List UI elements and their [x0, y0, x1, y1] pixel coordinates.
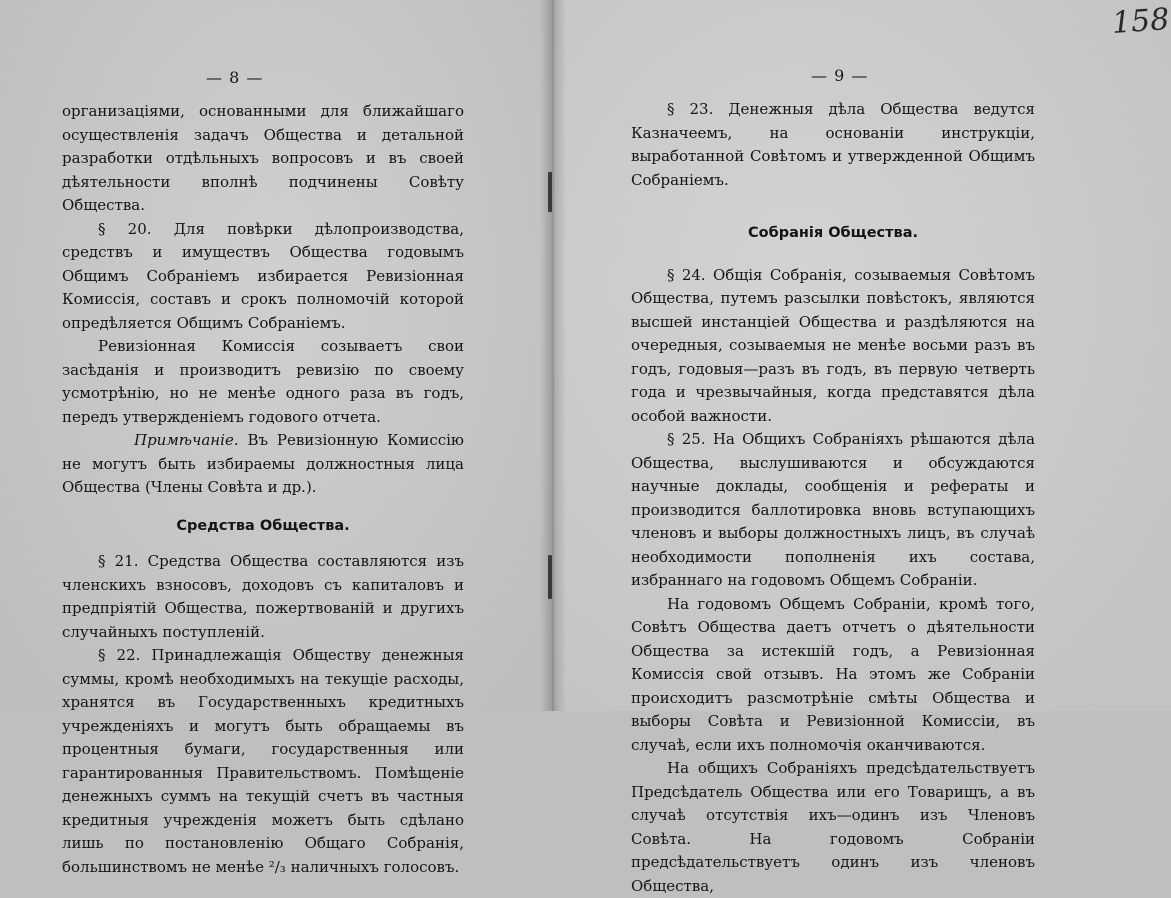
- right-page: [553, 0, 1171, 895]
- book-gutter: [540, 0, 566, 711]
- section-heading-funds: Средства Общества.: [176, 517, 350, 534]
- paragraph-23: § 23. Денежныя дѣла Общества ведутся Казначеемъ, на основаніи инструкціи, выработанной Совѣтомъ и утвержденной Общимъ Собраніемъ.: [631, 100, 1035, 189]
- paragraph-20: § 20. Для повѣрки дѣлопроизводства, средствъ и имуществъ Общества годовымъ Общимъ Собраніемъ избирается Ревизіонная Комиссія, составъ и срокъ полномочій которой опредѣляется Общимъ Собраніемъ.: [62, 219, 464, 332]
- binding-staple-bottom: [548, 555, 552, 599]
- paragraph-22: § 22. Принадлежащія Обществу денежныя суммы, кромѣ необходимыхъ на текущіе расходы, хранятся въ Государственныхъ кредитныхъ учрежденіяхъ и могутъ быть обращаемы въ процентныя бумаги, государственныя или гарантированныя Правительствомъ. Помѣщеніе денежныхъ суммъ на текущій счетъ въ частныя кредитныя учрежденія можетъ быть сдѣлано лишь по постановленію Общаго Собранія, большинствомъ не менѣе ²/₃ наличныхъ голосовъ.: [62, 646, 464, 876]
- binding-staple-top: [548, 172, 552, 212]
- paragraph-revision: Ревизіонная Комиссія созываетъ свои засѣданія и производитъ ревизію по своему усмотрѣнію, но не менѣе одного раза въ годъ, передъ утвержденіемъ годового отчета.: [62, 337, 464, 426]
- left-page: [0, 0, 553, 876]
- paragraph-chairing: На общихъ Собраніяхъ предсѣдательствуетъ Предсѣдатель Общества или его Товарищъ, а въ случаѣ отсутствія ихъ—одинъ изъ Членовъ Совѣта. На годовомъ Собраніи предсѣдательствуетъ одинъ изъ членовъ Общества,: [631, 759, 1035, 895]
- paragraph-annual-meeting: На годовомъ Общемъ Собраніи, кромѣ того, Совѣтъ Общества даетъ отчетъ о дѣятельности Общества за истекшій годъ, а Ревизіонная Комиссія свой отзывъ. На этомъ же Собраніи происходитъ разсмотрѣніе смѣты Общества и выборы Совѣта и Ревизіонной Комиссіи, въ случаѣ, если ихъ полномочія оканчиваются.: [631, 594, 1035, 754]
- right-page-text: [631, 98, 1035, 898]
- page-number-left: — 8 —: [206, 68, 264, 87]
- paragraph-24: § 24. Общія Собранія, созываемыя Совѣтомъ Общества, путемъ разсылки повѣстокъ, являются высшей инстанціей Общества и раздѣляются на очередныя, созываемыя не менѣе восьми разъ въ годъ, годовыя—разъ въ годъ, въ первую четверть года и чрезвычайныя, когда представятся дѣла особой важности.: [631, 265, 1035, 425]
- section-heading-meetings: Собранія Общества.: [747, 225, 919, 241]
- handwritten-page-number: 158: [1110, 2, 1171, 41]
- paragraph-21: § 21. Средства Общества составляются изъ членскихъ взносовъ, доходовъ съ капиталовъ и предпріятій Общества, пожертвованій и другихъ случайныхъ поступленій.: [62, 552, 464, 641]
- page-number-right: — 9 —: [811, 66, 869, 85]
- note-text: Въ Ревизіонную Комиссію не могутъ быть избираемы должностныя лица Общества (Члены Совѣта и др.).: [62, 431, 464, 496]
- note-label: Примѣчаніе.: [134, 431, 239, 449]
- note-paragraph: [62, 429, 464, 500]
- paragraph-25: § 25. На Общихъ Собраніяхъ рѣшаются дѣла Общества, выслушиваются и обсуждаются научные доклады, сообщенія и рефераты и производится баллотировка вновь вступающихъ членовъ и выборы должностныхъ лицъ, въ случаѣ необходимости пополненія ихъ состава, избраннаго на годовомъ Общемъ Собраніи.: [631, 430, 1035, 589]
- paragraph-continuation: организаціями, основанными для ближайшаго осуществленія задачъ Общества и детальной разработки отдѣльныхъ вопросовъ и въ своей дѣятельности вполнѣ подчинены Совѣту Общества.: [62, 102, 464, 214]
- left-page-text: [62, 100, 464, 879]
